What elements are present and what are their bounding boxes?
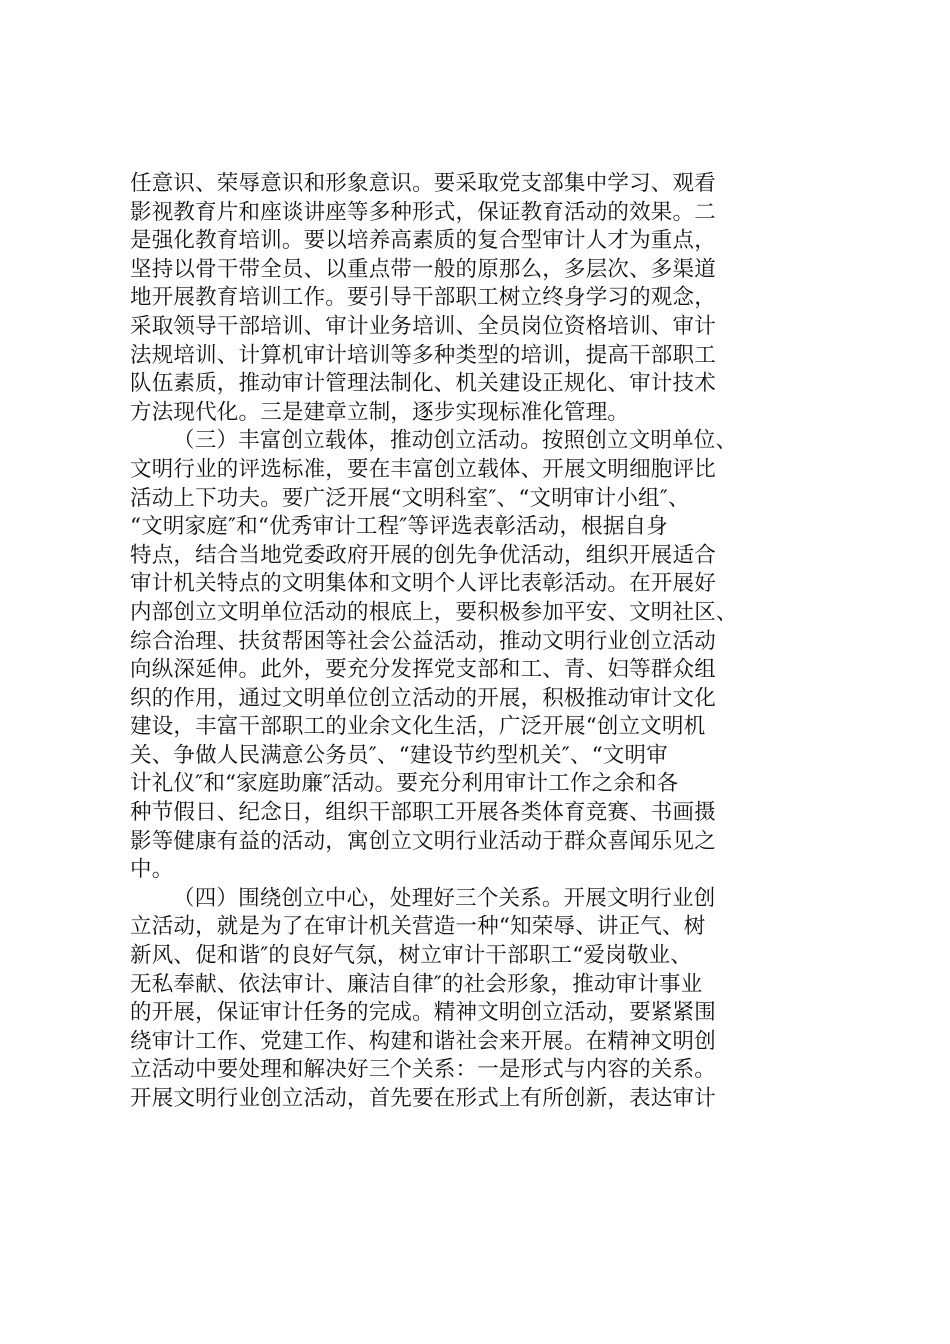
text-line: 综合治理、扶贫帮困等社会公益活动，推动文明行业创立活动 <box>130 628 716 654</box>
text-line: 中。 <box>130 857 174 883</box>
text-line: 影等健康有益的活动，寓创立文明行业活动于群众喜闻乐见之 <box>130 828 716 854</box>
text-line: 方法现代化。三是建章立制，逐步实现标准化管理。 <box>130 399 630 425</box>
text-line: 织的作用，通过文明单位创立活动的开展，积极推动审计文化 <box>130 685 716 711</box>
text-line: 向纵深延伸。此外，要充分发挥党支部和工、青、妇等群众组 <box>130 657 716 683</box>
document-body <box>130 170 820 1114</box>
text-line: 任意识、荣辱意识和形象意识。要采取党支部集中学习、观看 <box>130 171 716 196</box>
text-line: 无私奉献、依法审计、廉洁自律″的社会形象，推动审计事业 <box>130 971 703 997</box>
text-line: 文明行业的评选标准，要在丰富创立载体、开展文明细胞评比 <box>130 456 716 482</box>
text-line: 新风、促和谐″的良好气氛，树立审计干部职工“爱岗敬业、 <box>130 943 692 969</box>
text-line: 审计机关特点的文明集体和文明个人评比表彰活动。在开展好 <box>130 571 716 597</box>
text-line: 影视教育片和座谈讲座等多种形式，保证教育活动的效果。二 <box>130 199 716 225</box>
text-line: 的开展，保证审计任务的完成。精神文明创立活动，要紧紧围 <box>130 1000 716 1026</box>
text-line: 立活动中要处理和解决好三个关系：一是形式与内容的关系。 <box>130 1057 716 1083</box>
text-line: “文明家庭″和“优秀审计工程″等评选表彰活动，根据自身 <box>130 514 668 540</box>
paragraph-1 <box>130 170 820 427</box>
text-line: 种节假日、纪念日，组织干部职工开展各类体育竞赛、书画摄 <box>130 800 716 826</box>
text-line: 活动上下功夫。要广泛开展“文明科室″、“文明审计小组″、 <box>130 485 690 511</box>
text-line: 法规培训、计算机审计培训等多种类型的培训，提高干部职工 <box>130 342 716 368</box>
text-line: 建设，丰富干部职工的业余文化生活，广泛开展“创立文明机 <box>130 714 706 740</box>
text-line: （三）丰富创立载体，推动创立活动。按照创立文明单位、 <box>173 428 738 454</box>
text-line: 地开展教育培训工作。要引导干部职工树立终身学习的观念， <box>130 285 716 311</box>
paragraph-3 <box>130 885 820 1114</box>
text-line: 坚持以骨干带全员、以重点带一般的原那么，多层次、多渠道 <box>130 256 716 282</box>
text-line: （四）围绕创立中心，处理好三个关系。开展文明行业创 <box>173 885 716 911</box>
text-line: 特点，结合当地党委政府开展的创先争优活动，组织开展适合 <box>130 542 716 568</box>
text-line: 开展文明行业创立活动，首先要在形式上有所创新，表达审计 <box>130 1086 716 1111</box>
text-line: 采取领导干部培训、审计业务培训、全员岗位资格培训、审计 <box>130 313 716 339</box>
paragraph-2 <box>130 427 820 885</box>
text-line: 立活动，就是为了在审计机关营造一种“知荣辱、讲正气、树 <box>130 914 706 940</box>
text-line: 队伍素质，推动审计管理法制化、机关建设正规化、审计技术 <box>130 371 716 397</box>
text-line: 是强化教育培训。要以培养高素质的复合型审计人才为重点， <box>130 228 716 254</box>
text-line: 内部创立文明单位活动的根底上，要积极参加平安、文明社区、 <box>130 599 738 625</box>
text-line: 绕审计工作、党建工作、构建和谐社会来开展。在精神文明创 <box>130 1028 716 1054</box>
text-line: 计礼仪″和“家庭助廉″活动。要充分利用审计工作之余和各 <box>130 771 679 797</box>
text-line: 关、争做人民满意公务员″、“建设节约型机关″、“文明审 <box>130 742 668 768</box>
